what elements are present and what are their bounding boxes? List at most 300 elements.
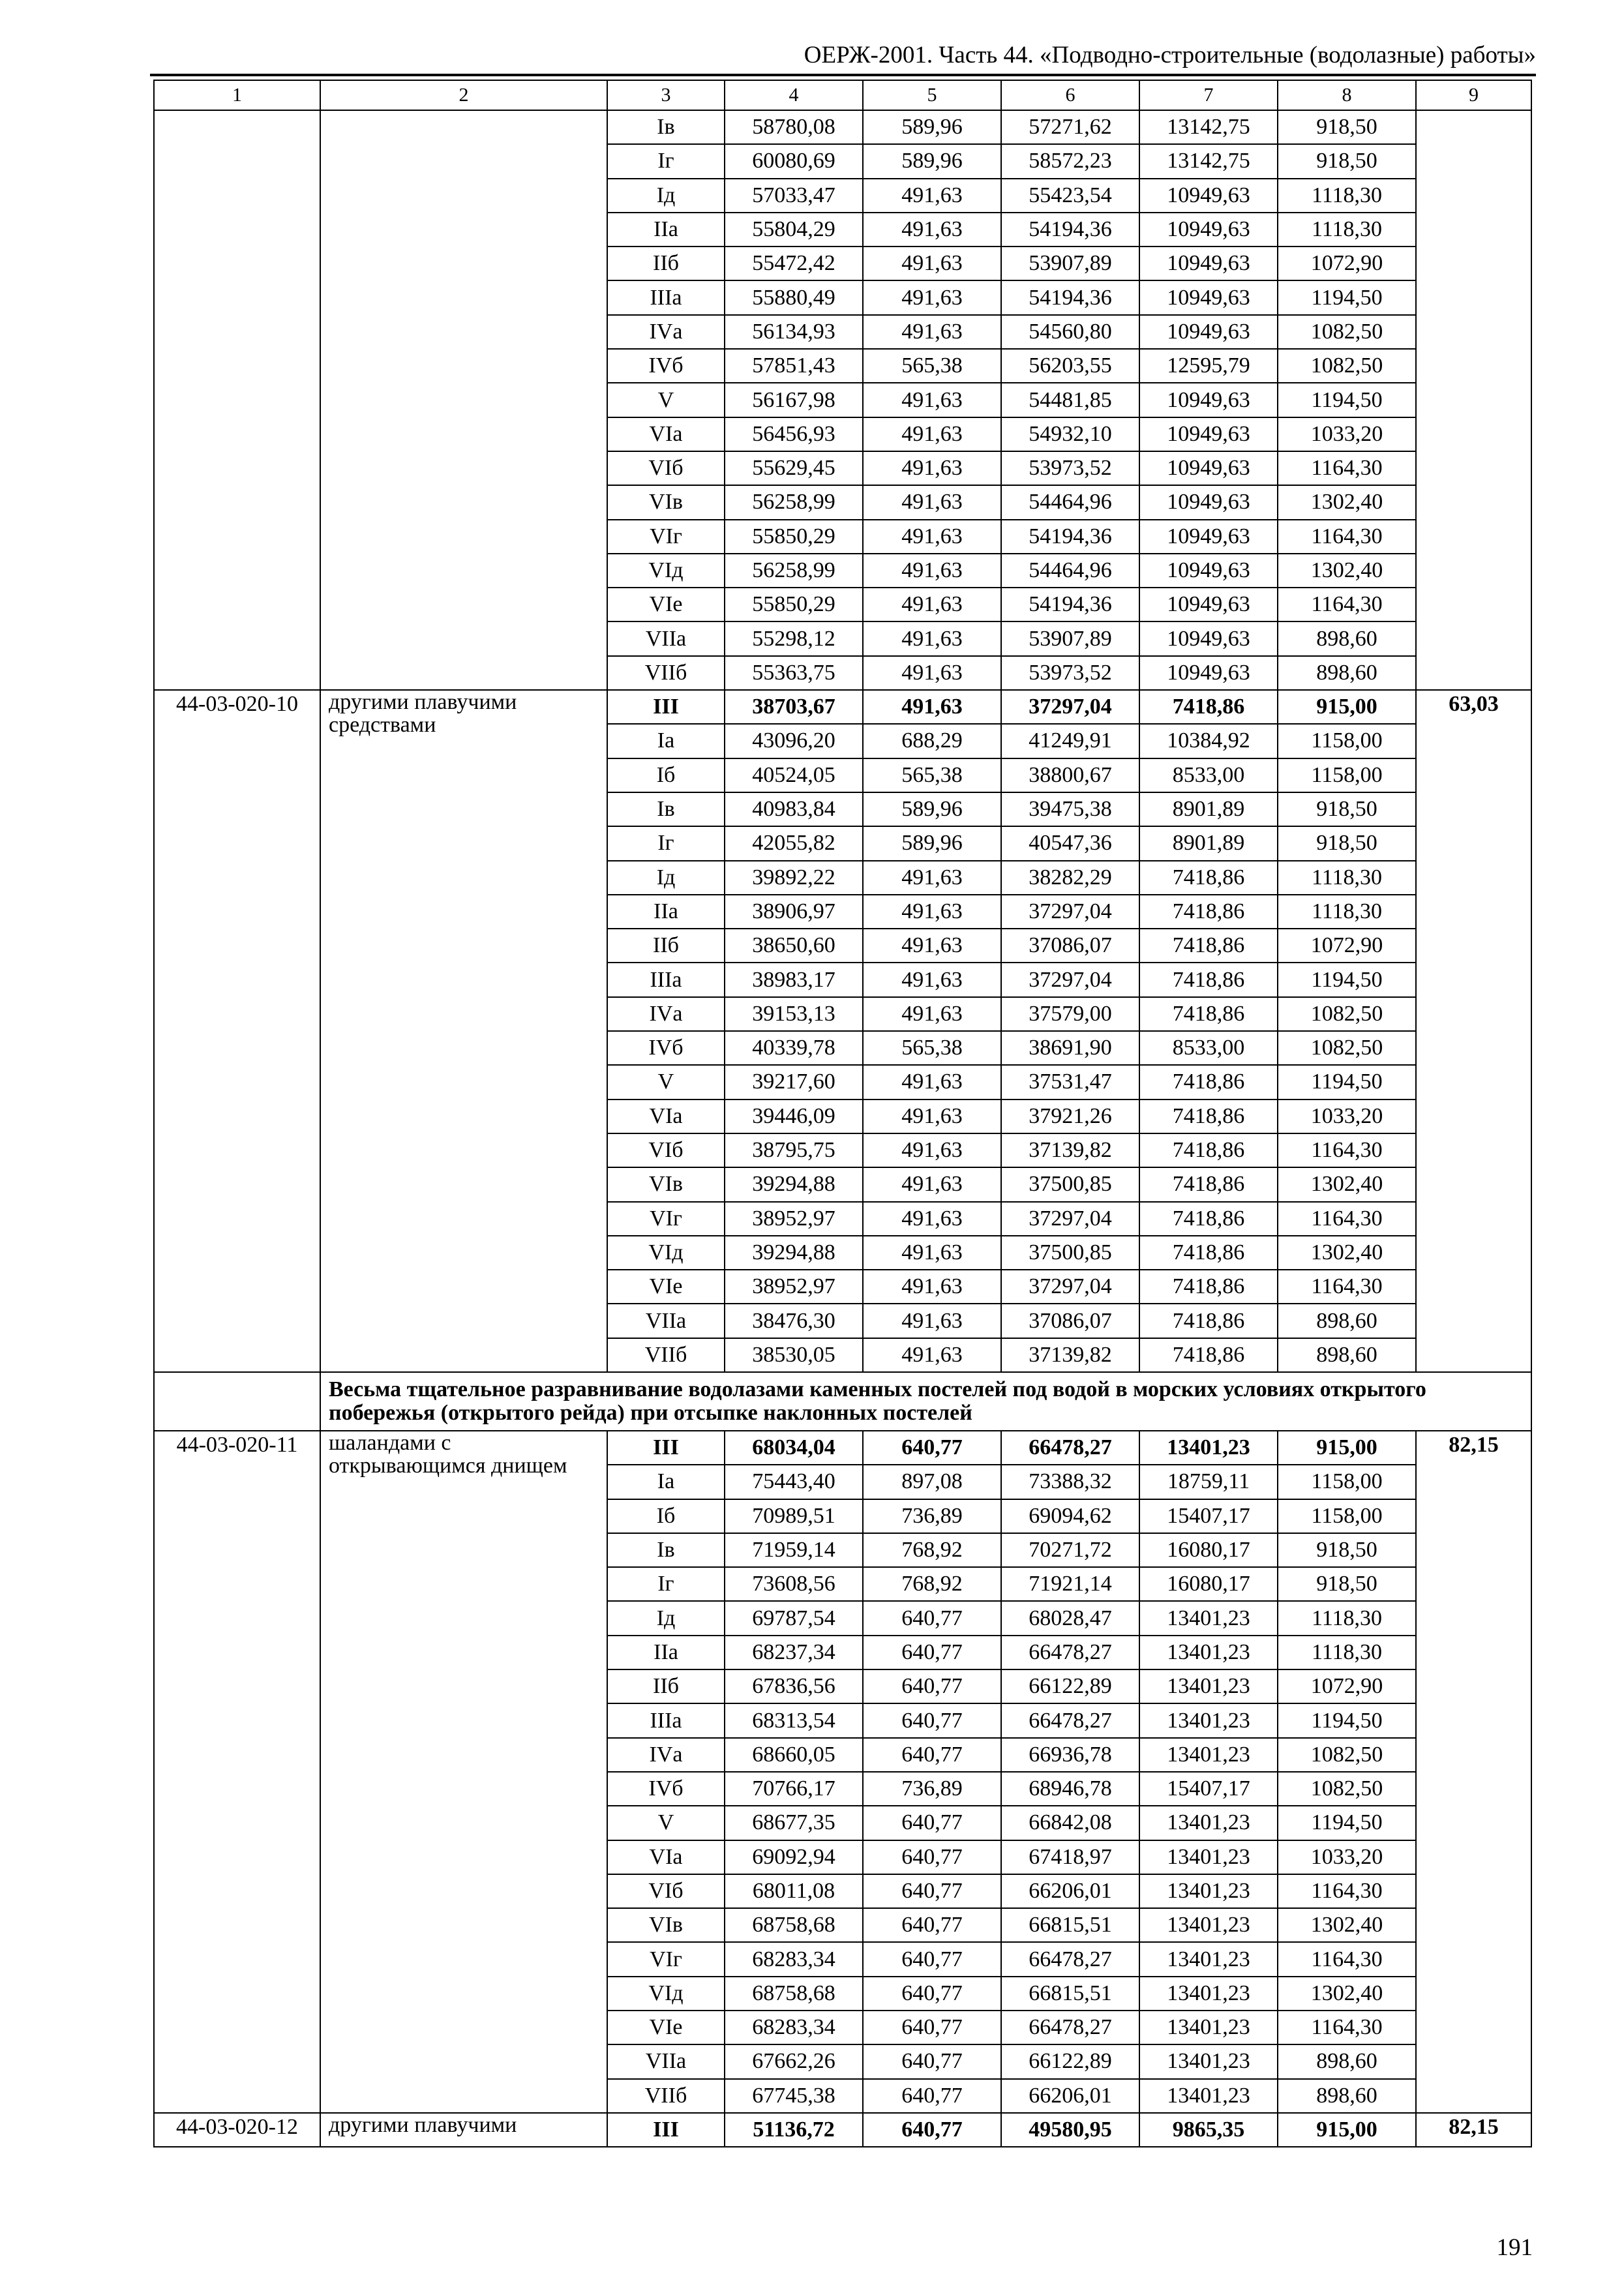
work-name: другими плавучими — [320, 2113, 607, 2147]
machine-cost: 66815,51 — [1001, 1977, 1139, 2011]
total-cost: 71959,14 — [725, 1533, 863, 1567]
machinist-wages: 7418,86 — [1139, 895, 1278, 929]
material-cost: 1164,30 — [1278, 2011, 1416, 2044]
machine-cost: 69094,62 — [1001, 1499, 1139, 1533]
machinist-wages: 16080,17 — [1139, 1533, 1278, 1567]
section-spacer — [154, 1372, 320, 1431]
column-number: 9 — [1416, 80, 1531, 110]
total-cost: 69787,54 — [725, 1601, 863, 1635]
material-cost: 1072,90 — [1278, 1669, 1416, 1703]
labor-wages: 736,89 — [863, 1772, 1001, 1806]
labor-wages: 768,92 — [863, 1567, 1001, 1601]
machinist-wages: 8901,89 — [1139, 826, 1278, 860]
zone: Iд — [607, 861, 725, 895]
total-cost: 55363,75 — [725, 656, 863, 690]
labor-index: 63,03 — [1416, 690, 1531, 1372]
zone: Iа — [607, 1465, 725, 1499]
total-cost: 68758,68 — [725, 1977, 863, 2011]
zone: IIа — [607, 213, 725, 247]
machinist-wages: 10384,92 — [1139, 724, 1278, 758]
machinist-wages: 10949,63 — [1139, 451, 1278, 485]
material-cost: 915,00 — [1278, 1431, 1416, 1465]
zone: Iб — [607, 1499, 725, 1533]
zone: V — [607, 1065, 725, 1099]
machinist-wages: 13401,23 — [1139, 1840, 1278, 1874]
material-cost: 1302,40 — [1278, 1908, 1416, 1942]
machine-cost: 68946,78 — [1001, 1772, 1139, 1806]
labor-wages: 589,96 — [863, 144, 1001, 178]
machine-cost: 66122,89 — [1001, 1669, 1139, 1703]
zone: VIд — [607, 554, 725, 588]
total-cost: 40524,05 — [725, 758, 863, 792]
labor-wages: 640,77 — [863, 1703, 1001, 1737]
material-cost: 1302,40 — [1278, 485, 1416, 519]
machine-cost: 54194,36 — [1001, 280, 1139, 314]
total-cost: 68011,08 — [725, 1874, 863, 1908]
zone: V — [607, 1806, 725, 1840]
machine-cost: 39475,38 — [1001, 792, 1139, 826]
total-cost: 56167,98 — [725, 383, 863, 417]
labor-index: 82,15 — [1416, 2113, 1531, 2147]
machine-cost: 67418,97 — [1001, 1840, 1139, 1874]
norm-code: 44-03-020-10 — [154, 690, 320, 1372]
labor-wages: 491,63 — [863, 621, 1001, 655]
labor-wages: 640,77 — [863, 1806, 1001, 1840]
material-cost: 1164,30 — [1278, 451, 1416, 485]
total-cost: 56456,93 — [725, 417, 863, 451]
machinist-wages: 13401,23 — [1139, 2044, 1278, 2078]
zone: VIг — [607, 1942, 725, 1976]
zone: VIв — [607, 1167, 725, 1201]
labor-wages: 589,96 — [863, 792, 1001, 826]
machine-cost: 38800,67 — [1001, 758, 1139, 792]
machine-cost: 54481,85 — [1001, 383, 1139, 417]
machine-cost: 66478,27 — [1001, 1703, 1139, 1737]
total-cost: 38530,05 — [725, 1338, 863, 1372]
machinist-wages: 13142,75 — [1139, 110, 1278, 144]
total-cost: 75443,40 — [725, 1465, 863, 1499]
total-cost: 69092,94 — [725, 1840, 863, 1874]
zone: Iд — [607, 179, 725, 213]
zone: VIе — [607, 1270, 725, 1304]
labor-wages: 565,38 — [863, 1031, 1001, 1065]
machine-cost: 38282,29 — [1001, 861, 1139, 895]
total-cost: 56258,99 — [725, 554, 863, 588]
machinist-wages: 10949,63 — [1139, 656, 1278, 690]
total-cost: 38952,97 — [725, 1202, 863, 1236]
labor-wages: 640,77 — [863, 1908, 1001, 1942]
labor-wages: 736,89 — [863, 1499, 1001, 1533]
material-cost: 1164,30 — [1278, 1942, 1416, 1976]
total-cost: 58780,08 — [725, 110, 863, 144]
material-cost: 1302,40 — [1278, 1236, 1416, 1270]
labor-index: 82,15 — [1416, 1431, 1531, 2113]
machine-cost: 53973,52 — [1001, 656, 1139, 690]
labor-wages: 491,63 — [863, 554, 1001, 588]
labor-wages: 640,77 — [863, 1601, 1001, 1635]
labor-wages: 491,63 — [863, 656, 1001, 690]
material-cost: 1082,50 — [1278, 997, 1416, 1031]
machine-cost: 54560,80 — [1001, 315, 1139, 349]
zone: VIб — [607, 451, 725, 485]
labor-wages: 897,08 — [863, 1465, 1001, 1499]
machine-cost: 37297,04 — [1001, 963, 1139, 996]
labor-wages: 589,96 — [863, 110, 1001, 144]
zone: IIIа — [607, 280, 725, 314]
machinist-wages: 10949,63 — [1139, 280, 1278, 314]
material-cost: 898,60 — [1278, 2044, 1416, 2078]
machinist-wages: 10949,63 — [1139, 554, 1278, 588]
total-cost: 70989,51 — [725, 1499, 863, 1533]
material-cost: 1082,50 — [1278, 1031, 1416, 1065]
machinist-wages: 10949,63 — [1139, 315, 1278, 349]
total-cost: 43096,20 — [725, 724, 863, 758]
labor-wages: 491,63 — [863, 861, 1001, 895]
labor-wages: 640,77 — [863, 1636, 1001, 1669]
total-cost: 38795,75 — [725, 1133, 863, 1167]
machinist-wages: 7418,86 — [1139, 1338, 1278, 1372]
labor-wages: 640,77 — [863, 1840, 1001, 1874]
zone: VIб — [607, 1133, 725, 1167]
labor-wages: 640,77 — [863, 2011, 1001, 2044]
zone: VIа — [607, 417, 725, 451]
zone: III — [607, 1431, 725, 1465]
machine-cost: 53907,89 — [1001, 621, 1139, 655]
machine-cost: 37921,26 — [1001, 1100, 1139, 1133]
material-cost: 1033,20 — [1278, 1100, 1416, 1133]
table-row — [154, 2113, 1531, 2147]
zone: V — [607, 383, 725, 417]
machine-cost: 66206,01 — [1001, 1874, 1139, 1908]
total-cost: 38983,17 — [725, 963, 863, 996]
column-number: 1 — [154, 80, 320, 110]
total-cost: 51136,72 — [725, 2113, 863, 2147]
total-cost: 39217,60 — [725, 1065, 863, 1099]
norm-code — [154, 110, 320, 690]
table-body — [154, 80, 1531, 2147]
labor-wages: 640,77 — [863, 1738, 1001, 1772]
labor-wages: 688,29 — [863, 724, 1001, 758]
material-cost: 918,50 — [1278, 144, 1416, 178]
labor-wages: 491,63 — [863, 315, 1001, 349]
zone: IIб — [607, 1669, 725, 1703]
labor-wages: 491,63 — [863, 520, 1001, 554]
total-cost: 38906,97 — [725, 895, 863, 929]
total-cost: 40983,84 — [725, 792, 863, 826]
labor-wages: 491,63 — [863, 451, 1001, 485]
total-cost: 39294,88 — [725, 1236, 863, 1270]
labor-wages: 491,63 — [863, 1202, 1001, 1236]
material-cost: 1082,50 — [1278, 315, 1416, 349]
labor-wages: 640,77 — [863, 2113, 1001, 2147]
zone: VIа — [607, 1840, 725, 1874]
total-cost: 68313,54 — [725, 1703, 863, 1737]
table-row — [154, 110, 1531, 144]
zone: Iа — [607, 724, 725, 758]
machine-cost: 66815,51 — [1001, 1908, 1139, 1942]
material-cost: 915,00 — [1278, 690, 1416, 724]
labor-wages: 768,92 — [863, 1533, 1001, 1567]
material-cost: 1118,30 — [1278, 179, 1416, 213]
total-cost: 68660,05 — [725, 1738, 863, 1772]
zone: IVб — [607, 349, 725, 383]
machine-cost: 70271,72 — [1001, 1533, 1139, 1567]
machine-cost: 54194,36 — [1001, 520, 1139, 554]
work-name — [320, 110, 607, 690]
total-cost: 67745,38 — [725, 2079, 863, 2113]
price-table-container — [153, 80, 1531, 2147]
page-number: 191 — [1496, 2234, 1533, 2261]
machine-cost: 37139,82 — [1001, 1133, 1139, 1167]
total-cost: 38476,30 — [725, 1304, 863, 1338]
total-cost: 56134,93 — [725, 315, 863, 349]
machine-cost: 37531,47 — [1001, 1065, 1139, 1099]
machine-cost: 66478,27 — [1001, 1942, 1139, 1976]
column-number-row — [154, 80, 1531, 110]
labor-wages: 640,77 — [863, 2079, 1001, 2113]
zone: Iг — [607, 826, 725, 860]
zone: Iв — [607, 1533, 725, 1567]
machinist-wages: 7418,86 — [1139, 997, 1278, 1031]
total-cost: 39294,88 — [725, 1167, 863, 1201]
machine-cost: 66478,27 — [1001, 1636, 1139, 1669]
material-cost: 1164,30 — [1278, 588, 1416, 621]
machine-cost: 54464,96 — [1001, 554, 1139, 588]
total-cost: 57033,47 — [725, 179, 863, 213]
column-number: 3 — [607, 80, 725, 110]
total-cost: 55298,12 — [725, 621, 863, 655]
labor-wages: 491,63 — [863, 1065, 1001, 1099]
work-name: шаландами с открывающимся днищем — [320, 1431, 607, 2113]
machinist-wages: 7418,86 — [1139, 963, 1278, 996]
material-cost: 1194,50 — [1278, 963, 1416, 996]
machinist-wages: 7418,86 — [1139, 1167, 1278, 1201]
labor-wages: 491,63 — [863, 997, 1001, 1031]
machine-cost: 54464,96 — [1001, 485, 1139, 519]
labor-wages: 491,63 — [863, 485, 1001, 519]
total-cost: 55850,29 — [725, 588, 863, 621]
material-cost: 1158,00 — [1278, 1465, 1416, 1499]
work-name: другими плавучими средствами — [320, 690, 607, 1372]
zone: IVб — [607, 1772, 725, 1806]
zone: III — [607, 690, 725, 724]
labor-wages: 491,63 — [863, 1133, 1001, 1167]
total-cost: 68034,04 — [725, 1431, 863, 1465]
labor-wages: 491,63 — [863, 1304, 1001, 1338]
total-cost: 55850,29 — [725, 520, 863, 554]
labor-wages: 491,63 — [863, 179, 1001, 213]
total-cost: 39892,22 — [725, 861, 863, 895]
material-cost: 915,00 — [1278, 2113, 1416, 2147]
labor-wages: 589,96 — [863, 826, 1001, 860]
total-cost: 68758,68 — [725, 1908, 863, 1942]
total-cost: 68677,35 — [725, 1806, 863, 1840]
machinist-wages: 7418,86 — [1139, 1236, 1278, 1270]
material-cost: 918,50 — [1278, 792, 1416, 826]
zone: VIIа — [607, 2044, 725, 2078]
labor-wages: 565,38 — [863, 758, 1001, 792]
machine-cost: 57271,62 — [1001, 110, 1139, 144]
machine-cost: 68028,47 — [1001, 1601, 1139, 1635]
machinist-wages: 13401,23 — [1139, 1601, 1278, 1635]
material-cost: 898,60 — [1278, 2079, 1416, 2113]
zone: VIIа — [607, 621, 725, 655]
machine-cost: 66122,89 — [1001, 2044, 1139, 2078]
zone: VIIб — [607, 656, 725, 690]
machinist-wages: 7418,86 — [1139, 1202, 1278, 1236]
zone: IVа — [607, 315, 725, 349]
machinist-wages: 15407,17 — [1139, 1772, 1278, 1806]
machine-cost: 71921,14 — [1001, 1567, 1139, 1601]
labor-wages: 491,63 — [863, 383, 1001, 417]
machine-cost: 53907,89 — [1001, 247, 1139, 280]
zone: VIд — [607, 1977, 725, 2011]
machinist-wages: 10949,63 — [1139, 520, 1278, 554]
material-cost: 1194,50 — [1278, 1065, 1416, 1099]
material-cost: 918,50 — [1278, 110, 1416, 144]
machinist-wages: 10949,63 — [1139, 588, 1278, 621]
machinist-wages: 13401,23 — [1139, 1806, 1278, 1840]
material-cost: 1072,90 — [1278, 929, 1416, 963]
material-cost: 1033,20 — [1278, 1840, 1416, 1874]
zone: VIд — [607, 1236, 725, 1270]
total-cost: 68283,34 — [725, 2011, 863, 2044]
material-cost: 1072,90 — [1278, 247, 1416, 280]
zone: IVа — [607, 1738, 725, 1772]
material-cost: 898,60 — [1278, 621, 1416, 655]
labor-wages: 640,77 — [863, 1669, 1001, 1703]
labor-wages: 491,63 — [863, 895, 1001, 929]
machine-cost: 55423,54 — [1001, 179, 1139, 213]
machinist-wages: 12595,79 — [1139, 349, 1278, 383]
material-cost: 898,60 — [1278, 1304, 1416, 1338]
machinist-wages: 7418,86 — [1139, 1133, 1278, 1167]
column-number: 2 — [320, 80, 607, 110]
machinist-wages: 7418,86 — [1139, 690, 1278, 724]
machinist-wages: 7418,86 — [1139, 1100, 1278, 1133]
total-cost: 39446,09 — [725, 1100, 863, 1133]
total-cost: 67662,26 — [725, 2044, 863, 2078]
machine-cost: 66478,27 — [1001, 2011, 1139, 2044]
material-cost: 1158,00 — [1278, 1499, 1416, 1533]
column-number: 4 — [725, 80, 863, 110]
total-cost: 56258,99 — [725, 485, 863, 519]
material-cost: 898,60 — [1278, 1338, 1416, 1372]
material-cost: 1302,40 — [1278, 554, 1416, 588]
machinist-wages: 16080,17 — [1139, 1567, 1278, 1601]
machinist-wages: 7418,86 — [1139, 861, 1278, 895]
zone: Iд — [607, 1601, 725, 1635]
material-cost: 1158,00 — [1278, 724, 1416, 758]
column-number: 7 — [1139, 80, 1278, 110]
machine-cost: 66206,01 — [1001, 2079, 1139, 2113]
material-cost: 1194,50 — [1278, 1703, 1416, 1737]
machine-cost: 41249,91 — [1001, 724, 1139, 758]
material-cost: 1194,50 — [1278, 383, 1416, 417]
total-cost: 42055,82 — [725, 826, 863, 860]
machinist-wages: 10949,63 — [1139, 485, 1278, 519]
labor-wages: 640,77 — [863, 1977, 1001, 2011]
total-cost: 38650,60 — [725, 929, 863, 963]
machinist-wages: 8533,00 — [1139, 758, 1278, 792]
header-rule — [150, 74, 1536, 76]
labor-wages: 491,63 — [863, 1100, 1001, 1133]
material-cost: 918,50 — [1278, 1567, 1416, 1601]
material-cost: 1164,30 — [1278, 1133, 1416, 1167]
material-cost: 918,50 — [1278, 1533, 1416, 1567]
zone: VIб — [607, 1874, 725, 1908]
labor-wages: 640,77 — [863, 1942, 1001, 1976]
machine-cost: 54194,36 — [1001, 213, 1139, 247]
machine-cost: 66842,08 — [1001, 1806, 1139, 1840]
machine-cost: 37086,07 — [1001, 1304, 1139, 1338]
zone: IIб — [607, 929, 725, 963]
machinist-wages: 10949,63 — [1139, 213, 1278, 247]
zone: Iб — [607, 758, 725, 792]
norm-code: 44-03-020-12 — [154, 2113, 320, 2147]
machine-cost: 54194,36 — [1001, 588, 1139, 621]
total-cost: 55804,29 — [725, 213, 863, 247]
material-cost: 1164,30 — [1278, 1202, 1416, 1236]
machinist-wages: 13401,23 — [1139, 2011, 1278, 2044]
machine-cost: 37297,04 — [1001, 895, 1139, 929]
labor-index — [1416, 110, 1531, 690]
zone: IIIа — [607, 1703, 725, 1737]
total-cost: 55880,49 — [725, 280, 863, 314]
total-cost: 38952,97 — [725, 1270, 863, 1304]
machinist-wages: 9865,35 — [1139, 2113, 1278, 2147]
total-cost: 55472,42 — [725, 247, 863, 280]
material-cost: 1118,30 — [1278, 1636, 1416, 1669]
material-cost: 1118,30 — [1278, 1601, 1416, 1635]
labor-wages: 491,63 — [863, 588, 1001, 621]
zone: VIе — [607, 588, 725, 621]
zone: VIг — [607, 520, 725, 554]
material-cost: 1033,20 — [1278, 417, 1416, 451]
page-header: ОЕРЖ-2001. Часть 44. «Подводно-строительные (водолазные) работы» — [804, 42, 1536, 68]
labor-wages: 640,77 — [863, 1874, 1001, 1908]
zone: IIIа — [607, 963, 725, 996]
machine-cost: 37579,00 — [1001, 997, 1139, 1031]
labor-wages: 491,63 — [863, 1338, 1001, 1372]
labor-wages: 640,77 — [863, 2044, 1001, 2078]
machine-cost: 37297,04 — [1001, 1202, 1139, 1236]
total-cost: 60080,69 — [725, 144, 863, 178]
material-cost: 1302,40 — [1278, 1167, 1416, 1201]
machine-cost: 53973,52 — [1001, 451, 1139, 485]
labor-wages: 491,63 — [863, 690, 1001, 724]
labor-wages: 491,63 — [863, 247, 1001, 280]
machinist-wages: 13401,23 — [1139, 1874, 1278, 1908]
machinist-wages: 8901,89 — [1139, 792, 1278, 826]
machine-cost: 37500,85 — [1001, 1236, 1139, 1270]
machinist-wages: 13401,23 — [1139, 1942, 1278, 1976]
material-cost: 1194,50 — [1278, 1806, 1416, 1840]
zone: III — [607, 2113, 725, 2147]
machinist-wages: 7418,86 — [1139, 1065, 1278, 1099]
machinist-wages: 13401,23 — [1139, 1908, 1278, 1942]
zone: IIа — [607, 1636, 725, 1669]
zone: Iг — [607, 1567, 725, 1601]
machine-cost: 37297,04 — [1001, 690, 1139, 724]
total-cost: 68283,34 — [725, 1942, 863, 1976]
material-cost: 1194,50 — [1278, 280, 1416, 314]
machinist-wages: 10949,63 — [1139, 417, 1278, 451]
machinist-wages: 10949,63 — [1139, 621, 1278, 655]
machinist-wages: 13401,23 — [1139, 2079, 1278, 2113]
column-number: 6 — [1001, 80, 1139, 110]
zone: IIб — [607, 247, 725, 280]
